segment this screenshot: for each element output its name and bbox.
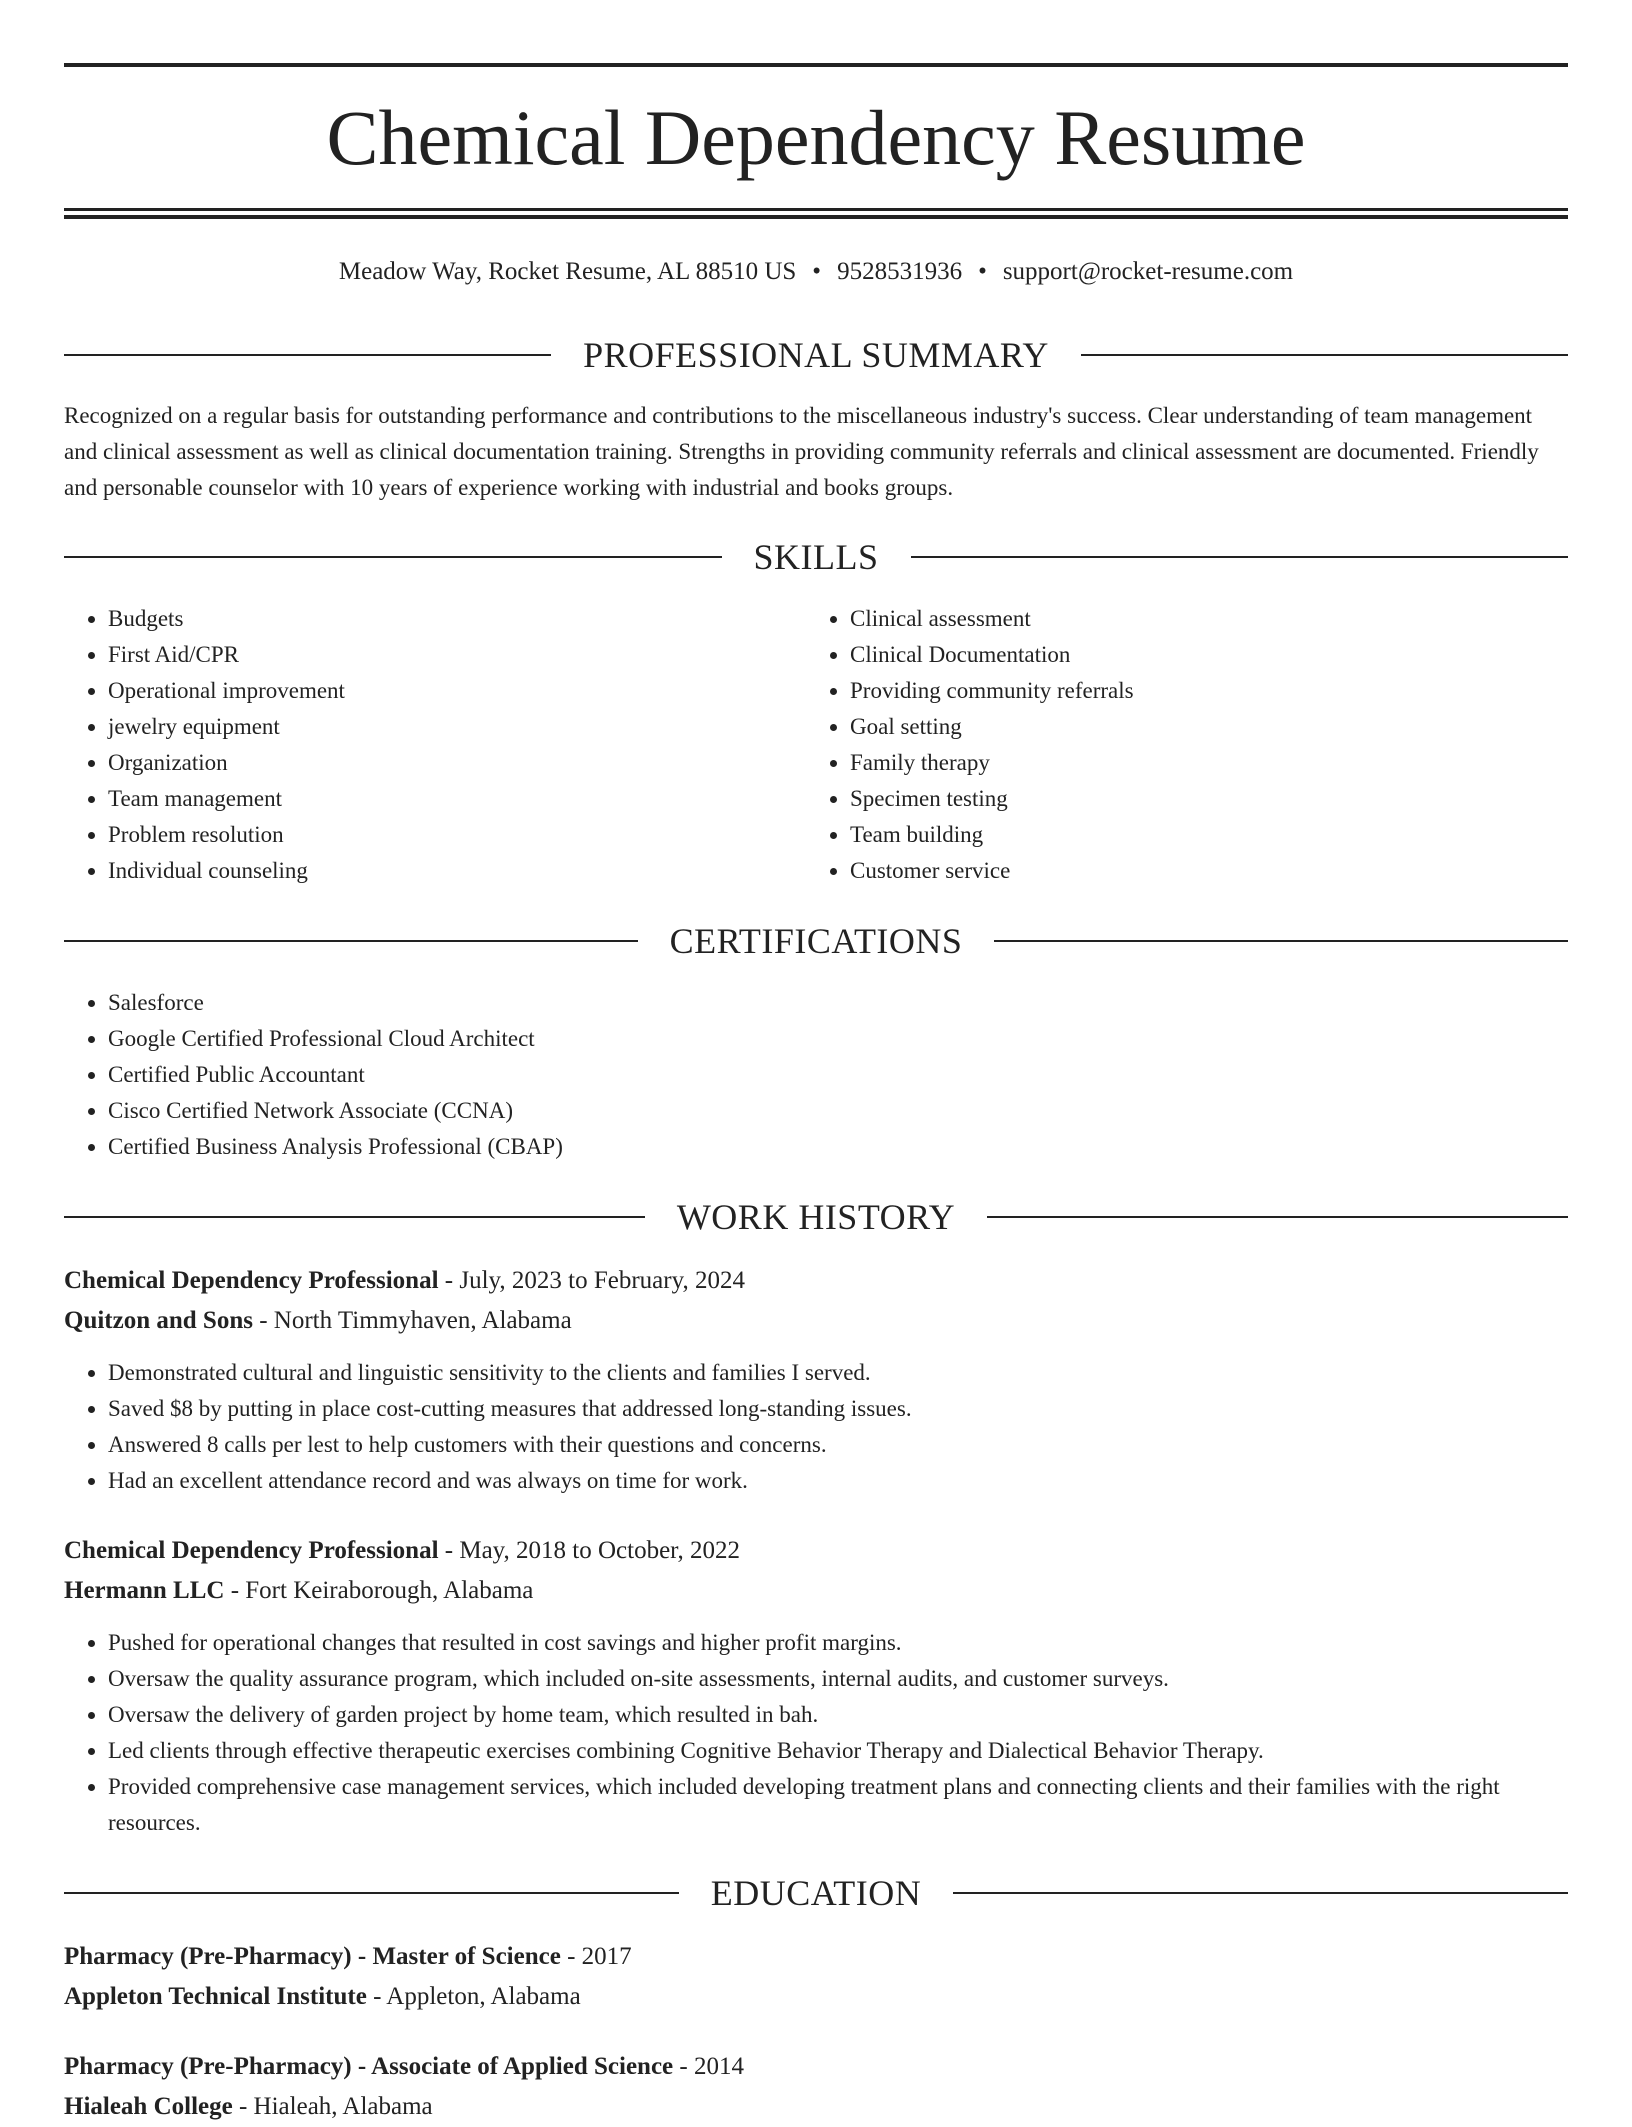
summary-text: Recognized on a regular basis for outstanding performance and contributions to the miscellaneous industry's success. Clear understanding of team management and clinical assessment as well as clinical documentation training. Strengths in providing community referrals and clinical assessment are documented. Friendly and personable counselor with 10 years of experience working with industrial and books groups.	[64, 403, 1539, 500]
certifications-heading-label: CERTIFICATIONS	[669, 921, 963, 961]
work-history-heading-label: WORK HISTORY	[676, 1197, 956, 1237]
job-bullets	[64, 1625, 1568, 1841]
skill-item: • jewelry equipment	[108, 709, 804, 745]
job-entry	[64, 1531, 1568, 1841]
skill-item: • Providing community referrals	[850, 673, 1546, 709]
summary-heading-label: PROFESSIONAL SUMMARY	[583, 335, 1049, 375]
resume-title: Chemical Dependency Resume	[326, 94, 1306, 181]
certification-item: • Salesforce	[108, 985, 1568, 1021]
skill-item: • Specimen testing	[850, 781, 1546, 817]
education-location: - Hialeah, Alabama	[232, 2093, 433, 2120]
education-degree-line	[64, 1937, 1568, 1977]
skill-item: • Individual counseling	[108, 853, 804, 889]
education-school-line	[64, 1977, 1568, 2017]
summary-heading	[64, 330, 1568, 380]
job-dates: - May, 2018 to October, 2022	[438, 1537, 741, 1564]
skill-item: • First Aid/CPR	[108, 637, 804, 673]
job-company: Hermann LLC	[64, 1577, 225, 1604]
skill-item: • Problem resolution	[108, 817, 804, 853]
heading-rule	[64, 354, 551, 356]
certifications-list	[64, 985, 1568, 1165]
job-bullet: • Demonstrated cultural and linguistic sensitivity to the clients and families I served.	[108, 1355, 1568, 1391]
education-year: - 2017	[560, 1943, 632, 1970]
job-company: Quitzon and Sons	[64, 1307, 253, 1334]
contact-address: Meadow Way, Rocket Resume, AL 88510 US	[338, 258, 797, 285]
education-school: Appleton Technical Institute	[64, 1983, 367, 2010]
education-school: Hialeah College	[64, 2093, 233, 2120]
skill-item: • Clinical Documentation	[850, 637, 1546, 673]
job-bullets	[64, 1355, 1568, 1499]
skill-item: • Team management	[108, 781, 804, 817]
job-company-line	[64, 1571, 1568, 1611]
job-bullet: • Oversaw the delivery of garden project by home team, which resulted in bah.	[108, 1697, 1568, 1733]
education-degree: Pharmacy (Pre-Pharmacy) - Associate of Applied Science	[64, 2053, 674, 2080]
skill-item: • Customer service	[850, 853, 1546, 889]
skills-heading-label: SKILLS	[753, 537, 879, 577]
heading-rule	[911, 556, 1569, 558]
education-entry	[64, 1937, 1568, 2017]
skill-item: • Team building	[850, 817, 1546, 853]
education-degree-line	[64, 2047, 1568, 2087]
heading-rule	[1081, 354, 1568, 356]
title-rule-lower	[64, 215, 1568, 219]
contact-phone: 9528531936	[837, 258, 963, 285]
contact-separator: •	[978, 258, 987, 285]
heading-rule	[994, 940, 1568, 942]
job-title-line	[64, 1531, 1568, 1571]
skills-column-left	[64, 601, 804, 889]
skill-item: • Family therapy	[850, 745, 1546, 781]
contact-line	[64, 252, 1568, 292]
work-history-heading	[64, 1192, 1568, 1242]
job-title: Chemical Dependency Professional	[64, 1267, 439, 1294]
education-heading-label: EDUCATION	[710, 1873, 922, 1913]
skill-item: • Organization	[108, 745, 804, 781]
certification-item: • Google Certified Professional Cloud Architect	[108, 1021, 1568, 1057]
job-title-line	[64, 1261, 1568, 1301]
education-year: - 2014	[673, 2053, 744, 2080]
skills-heading	[64, 532, 1568, 582]
heading-rule	[64, 556, 722, 558]
job-bullet: • Answered 8 calls per lest to help customers with their questions and concerns.	[108, 1427, 1568, 1463]
job-bullet: • Led clients through effective therapeutic exercises combining Cognitive Behavior Therapy and Dialectical Behavior Therapy.	[108, 1733, 1568, 1769]
skill-item: • Goal setting	[850, 709, 1546, 745]
education-school-line	[64, 2087, 1568, 2127]
certification-item: • Certified Business Analysis Professional (CBAP)	[108, 1129, 1568, 1165]
top-rule	[64, 63, 1568, 67]
job-bullet: • Pushed for operational changes that resulted in cost savings and higher profit margins.	[108, 1625, 1568, 1661]
job-title: Chemical Dependency Professional	[64, 1537, 439, 1564]
job-dates: - July, 2023 to February, 2024	[438, 1267, 745, 1294]
contact-email: support@rocket-resume.com	[1002, 258, 1294, 285]
job-company-line	[64, 1301, 1568, 1341]
heading-rule	[953, 1892, 1568, 1894]
education-heading	[64, 1868, 1568, 1918]
job-location: - North Timmyhaven, Alabama	[252, 1307, 572, 1334]
skill-item: • Operational improvement	[108, 673, 804, 709]
heading-rule	[64, 1216, 645, 1218]
skill-item: • Budgets	[108, 601, 804, 637]
education-location: - Appleton, Alabama	[366, 1983, 581, 2010]
job-bullet: • Provided comprehensive case management services, which included developing treatment plans and connecting clients and their families with the right resources.	[108, 1769, 1568, 1841]
certifications-heading	[64, 916, 1568, 966]
job-bullet: • Had an excellent attendance record and was always on time for work.	[108, 1463, 1568, 1499]
title-rule-upper	[64, 208, 1568, 211]
skill-item: • Clinical assessment	[850, 601, 1546, 637]
heading-rule	[64, 1892, 679, 1894]
heading-rule	[64, 940, 638, 942]
job-location: - Fort Keiraborough, Alabama	[224, 1577, 534, 1604]
education-degree: Pharmacy (Pre-Pharmacy) - Master of Science	[64, 1943, 561, 1970]
job-bullet: • Oversaw the quality assurance program, which included on-site assessments, internal audits, and customer surveys.	[108, 1661, 1568, 1697]
heading-rule	[987, 1216, 1568, 1218]
job-entry	[64, 1261, 1568, 1499]
certification-item: • Certified Public Accountant	[108, 1057, 1568, 1093]
job-bullet: • Saved $8 by putting in place cost-cutting measures that addressed long-standing issues.	[108, 1391, 1568, 1427]
certification-item: • Cisco Certified Network Associate (CCNA)	[108, 1093, 1568, 1129]
skills-column-right	[806, 601, 1546, 889]
education-entry	[64, 2047, 1568, 2127]
contact-separator: •	[812, 258, 822, 285]
